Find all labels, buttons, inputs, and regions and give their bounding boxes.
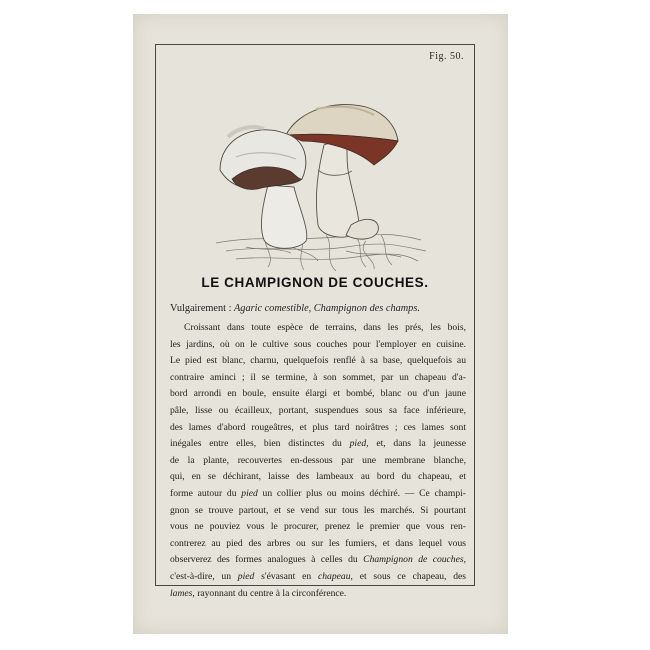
- text-segment: des lames d'abord rougeâtres, et plus tard noirâtres ; ces lames sont: [170, 421, 466, 433]
- text-segment: de la plante, recouvertes en-dessous par une membrane blanche,: [170, 454, 466, 466]
- text-segment: les jardins, où on le cultive sous couches pour l'employer en cuisine.: [170, 338, 466, 350]
- plate-frame: [155, 44, 475, 599]
- text-segment: un collier plus ou moins déchiré. — Ce champi-: [257, 487, 466, 499]
- text-segment: , et, dans la jeunesse: [366, 438, 467, 450]
- text-line: [170, 420, 466, 437]
- vulgar-names-italic: Agaric comestible, Champignon des champs.: [234, 303, 420, 314]
- text-segment: forme autour du: [170, 487, 242, 499]
- text-line: [170, 436, 466, 453]
- text-segment: inégales entre elles, bien distinctes du: [170, 438, 350, 450]
- text-line: [170, 536, 466, 553]
- text-line: [170, 453, 466, 470]
- text-segment: c'est-à-dire, un: [170, 570, 238, 582]
- text-line: [170, 486, 466, 503]
- text-segment: observerez des formes analogues à celles du: [170, 554, 364, 566]
- text-line: [170, 552, 466, 569]
- text-line: [170, 519, 466, 536]
- italic-term: lames: [170, 587, 193, 599]
- italic-term: chapeau: [318, 570, 351, 582]
- italic-term: Champignon de couches: [363, 554, 464, 566]
- text-line: [170, 569, 466, 586]
- text-segment: Le pied est blanc, charnu, quelquefois renflé à sa base, quelquefois au: [170, 355, 466, 367]
- text-segment: contraire aminci ; il se termine, à son sommet, par un chapeau d'a-: [170, 371, 466, 383]
- vulgar-names: [170, 303, 464, 314]
- text-segment: Croissant dans toute espèce de terrains, dans les prés, les bois,: [184, 322, 466, 333]
- text-segment: ,: [463, 554, 466, 566]
- text-line: [170, 353, 466, 370]
- text-segment: bord arrondi en boule, ensuite élargi et bombé, blanc ou d'un jaune: [170, 388, 466, 400]
- text-segment: qui, en se déchirant, laisse des lambeaux au bord du chapeau, et: [170, 471, 466, 483]
- vulgar-prefix: Vulgairement :: [170, 303, 235, 314]
- text-line: [170, 403, 466, 420]
- italic-term: pied: [349, 438, 367, 450]
- italic-term: pied: [237, 570, 255, 582]
- text-line: [170, 320, 466, 337]
- text-segment: gnon se trouve partout, et se vend sur tous les marchés. Si pourtant: [170, 504, 466, 516]
- text-segment: pâle, lisse ou écailleux, portant, suspendues sous sa face inférieure,: [170, 404, 466, 416]
- text-segment: , rayonnant du centre à la circonférence.: [192, 587, 347, 599]
- description-text: [170, 320, 466, 602]
- text-segment: contrerez au pied des arbres ou sur les fumiers, et dans lequel vous: [170, 537, 466, 549]
- text-line: [170, 503, 466, 520]
- text-line: [170, 337, 466, 354]
- text-line: [170, 586, 466, 603]
- italic-term: pied: [241, 487, 258, 499]
- text-line: [170, 469, 466, 486]
- text-segment: , et sous ce chapeau, des: [350, 570, 466, 582]
- text-line: [170, 386, 466, 403]
- text-segment: vous ne pouviez vous le procurer, prenez le premier que vous ren-: [170, 521, 466, 533]
- text-line: [170, 370, 466, 387]
- text-segment: s'évasant en: [254, 570, 318, 582]
- plate-title: LE CHAMPIGNON DE COUCHES.: [201, 275, 429, 290]
- book-page: [133, 14, 508, 634]
- mushroom-illustration: [206, 75, 436, 275]
- figure-number: Fig. 50.: [429, 51, 464, 62]
